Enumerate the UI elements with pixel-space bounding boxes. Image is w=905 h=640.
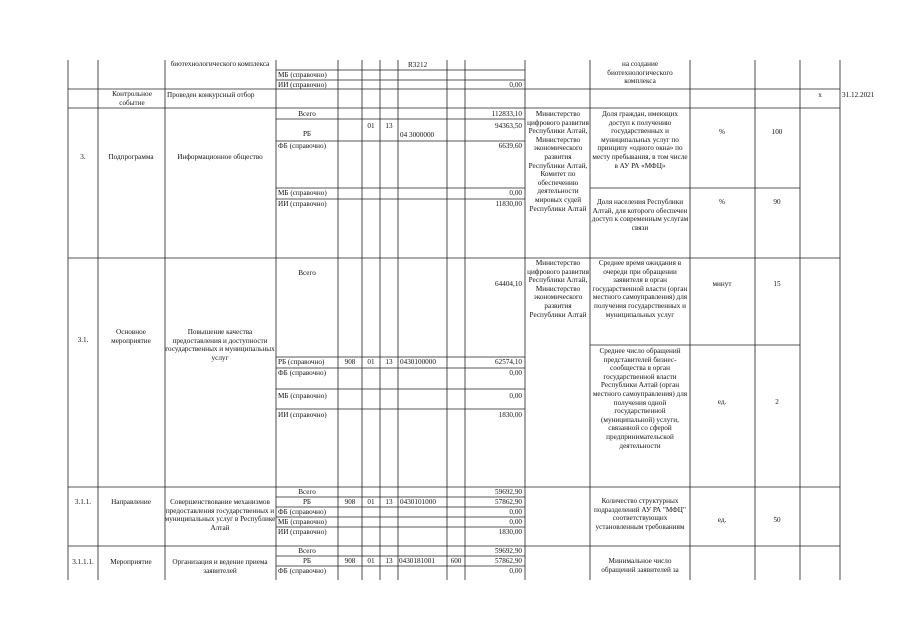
r311-indicator: Количество структурных подразделений АУ РА "МФЦ" соответствующих установленным требованиям xyxy=(594,497,686,531)
r3-rb-pr: 13 xyxy=(385,122,393,130)
top-name: биотехнологического комплекса xyxy=(170,60,270,68)
r31-rb-csr: 0430100000 xyxy=(400,358,436,366)
r31-ind2-value: 2 xyxy=(775,398,779,406)
r3-rb: 94363,50 xyxy=(495,122,522,130)
r31-num: 3.1. xyxy=(77,336,89,344)
r3-ind2-unit: % xyxy=(719,198,725,206)
r3-total: 112833,10 xyxy=(491,110,522,118)
control-mark: х xyxy=(818,91,822,99)
r31-rb-label: РБ (справочно) xyxy=(278,358,325,366)
control-type: Контрольное событие xyxy=(112,90,152,107)
r3111-num: 3.1.1.1. xyxy=(72,558,94,566)
r3-num: 3. xyxy=(80,153,86,161)
r31-rb-pr: 13 xyxy=(385,358,393,366)
r31-executor: Министерство цифрового развития Республики Алтай, Министерство экономического развития Республики Алтай xyxy=(527,259,589,319)
r31-name: Повышение качества предоставления и доступности государственных и муниципальных услуг xyxy=(165,328,275,362)
r3111-rb-vr: 600 xyxy=(450,557,462,565)
r3111-fb: 0,00 xyxy=(509,567,522,575)
r311-rb-label: РБ xyxy=(302,498,312,506)
r311-unit: ед. xyxy=(717,516,727,524)
control-date: 31.12.2021 xyxy=(842,91,875,99)
r3111-total-label: Всего xyxy=(298,547,316,555)
r3-fb-label: ФБ (справочно) xyxy=(278,142,327,150)
r311-rb-gr: 01 xyxy=(367,498,375,506)
r3111-rb-pr: 13 xyxy=(385,557,393,565)
r31-rb-grbs: 908 xyxy=(344,358,356,366)
r31-ii: 1830,00 xyxy=(498,411,522,419)
r31-type: Основное мероприятие xyxy=(111,328,151,345)
r31-rb: 62574,10 xyxy=(495,358,522,366)
control-name: Проведен конкурсный отбор xyxy=(167,91,255,99)
r311-mb-label: МБ (справочно) xyxy=(278,518,327,526)
r3-indicator-2: Доля населения Республики Алтай, для которого обеспечен доступ к современным услугам связи xyxy=(591,198,689,232)
r3-mb-label: МБ (справочно) xyxy=(278,189,327,197)
r311-rb: 57862,90 xyxy=(495,498,522,506)
r3-total-label: Всего xyxy=(298,110,316,118)
r31-total-label: Всего xyxy=(298,269,316,277)
r311-value: 50 xyxy=(773,516,781,524)
r31-ii-label: ИИ (справочно) xyxy=(278,411,327,419)
r3111-total: 59692,90 xyxy=(495,547,522,555)
r311-type: Направление xyxy=(111,498,151,506)
r3-mb: 0,00 xyxy=(509,189,522,197)
r3111-indicator: Минимальное число обращений заявителей за xyxy=(601,557,679,574)
r3-rb-csr: 04 3000000 xyxy=(400,131,435,139)
r3-indicator-1: Доля граждан, имеющих доступ к получению государственных и муниципальных услуг по принципу «одного окна» по месту пребывания, в том числе в АУ РА «МФЦ» xyxy=(592,110,688,170)
r3-ii-label: ИИ (справочно) xyxy=(278,200,327,208)
top-mb-label: МБ (справочно) xyxy=(278,71,327,79)
r3111-rb-gr: 01 xyxy=(367,557,375,565)
r311-fb: 0,00 xyxy=(509,508,522,516)
r3-fb: 6639,60 xyxy=(498,142,522,150)
top-indicator: на создание биотехнологического комплекса xyxy=(607,60,673,86)
r311-name: Совершенствование механизмов предоставления государственных и муниципальных услуг в Республике Алтай xyxy=(164,498,276,532)
r31-indicator-2: Среднее число обращений представителей бизнес-сообщества в орган государственной власти Республики Алтай (орган местного самоуправления) для получения одной государственной (муниципальной) услуги, связанной со сферой предпринимательской деятельности xyxy=(592,347,688,450)
r3-ind1-value: 100 xyxy=(771,128,783,136)
r311-total-label: Всего xyxy=(298,488,316,496)
r31-ind1-unit: минут xyxy=(712,280,732,288)
r3111-rb-grbs: 908 xyxy=(344,557,356,565)
r31-fb-label: ФБ (справочно) xyxy=(278,369,327,377)
top-ii-label: ИИ (справочно) xyxy=(278,81,327,89)
r31-mb-label: МБ (справочно) xyxy=(278,392,327,400)
r3-ind1-unit: % xyxy=(719,128,725,136)
r3-name: Информационное общество xyxy=(177,153,263,161)
r311-total: 59692,90 xyxy=(495,488,522,496)
r311-ii: 1830,00 xyxy=(498,528,522,536)
r311-mb: 0,00 xyxy=(509,518,522,526)
r311-fb-label: ФБ (справочно) xyxy=(278,508,327,516)
r3111-fb-label: ФБ (справочно) xyxy=(278,567,327,575)
r3-ii: 11830,00 xyxy=(495,200,522,208)
r3-rb-label: РБ xyxy=(302,130,312,138)
r311-rb-grbs: 908 xyxy=(344,498,356,506)
r3111-rb-label: РБ xyxy=(302,557,312,565)
r3111-name: Организация и ведение приема заявителей xyxy=(172,558,268,575)
r31-ind2-unit: ед. xyxy=(717,398,727,406)
r311-num: 3.1.1. xyxy=(74,498,92,506)
r31-mb: 0,00 xyxy=(509,392,522,400)
r3111-type: Мероприятие xyxy=(110,558,152,566)
r31-rb-gr: 01 xyxy=(367,358,375,366)
top-ii-value: 0,00 xyxy=(509,81,522,89)
r31-ind1-value: 15 xyxy=(773,280,781,288)
r3-ind2-value: 90 xyxy=(773,198,781,206)
r311-rb-csr: 0430101000 xyxy=(400,498,436,506)
r311-rb-pr: 13 xyxy=(385,498,393,506)
r3-type: Подпрограмма xyxy=(108,153,154,161)
r3111-rb-csr: 0430181001 xyxy=(399,557,435,565)
r3111-rb: 57862,90 xyxy=(495,557,522,565)
r31-fb: 0,00 xyxy=(509,369,522,377)
r3-rb-gr: 01 xyxy=(367,122,375,130)
r31-total: 64404,10 xyxy=(495,280,522,288)
r311-ii-label: ИИ (справочно) xyxy=(278,528,327,536)
top-code: R3212 xyxy=(408,61,428,69)
r31-indicator-1: Среднее время ожидания в очереди при обращении заявителя в орган государственной власти (орган местного самоуправления) для получения государственных и муниципальных услуг xyxy=(592,259,688,319)
r3-executor: Министерство цифрового развития Республики Алтай, Министерство экономического развития Республики Алтай, Комитет по обеспечению деятельности мировых судей Республики Алтай xyxy=(527,110,589,213)
